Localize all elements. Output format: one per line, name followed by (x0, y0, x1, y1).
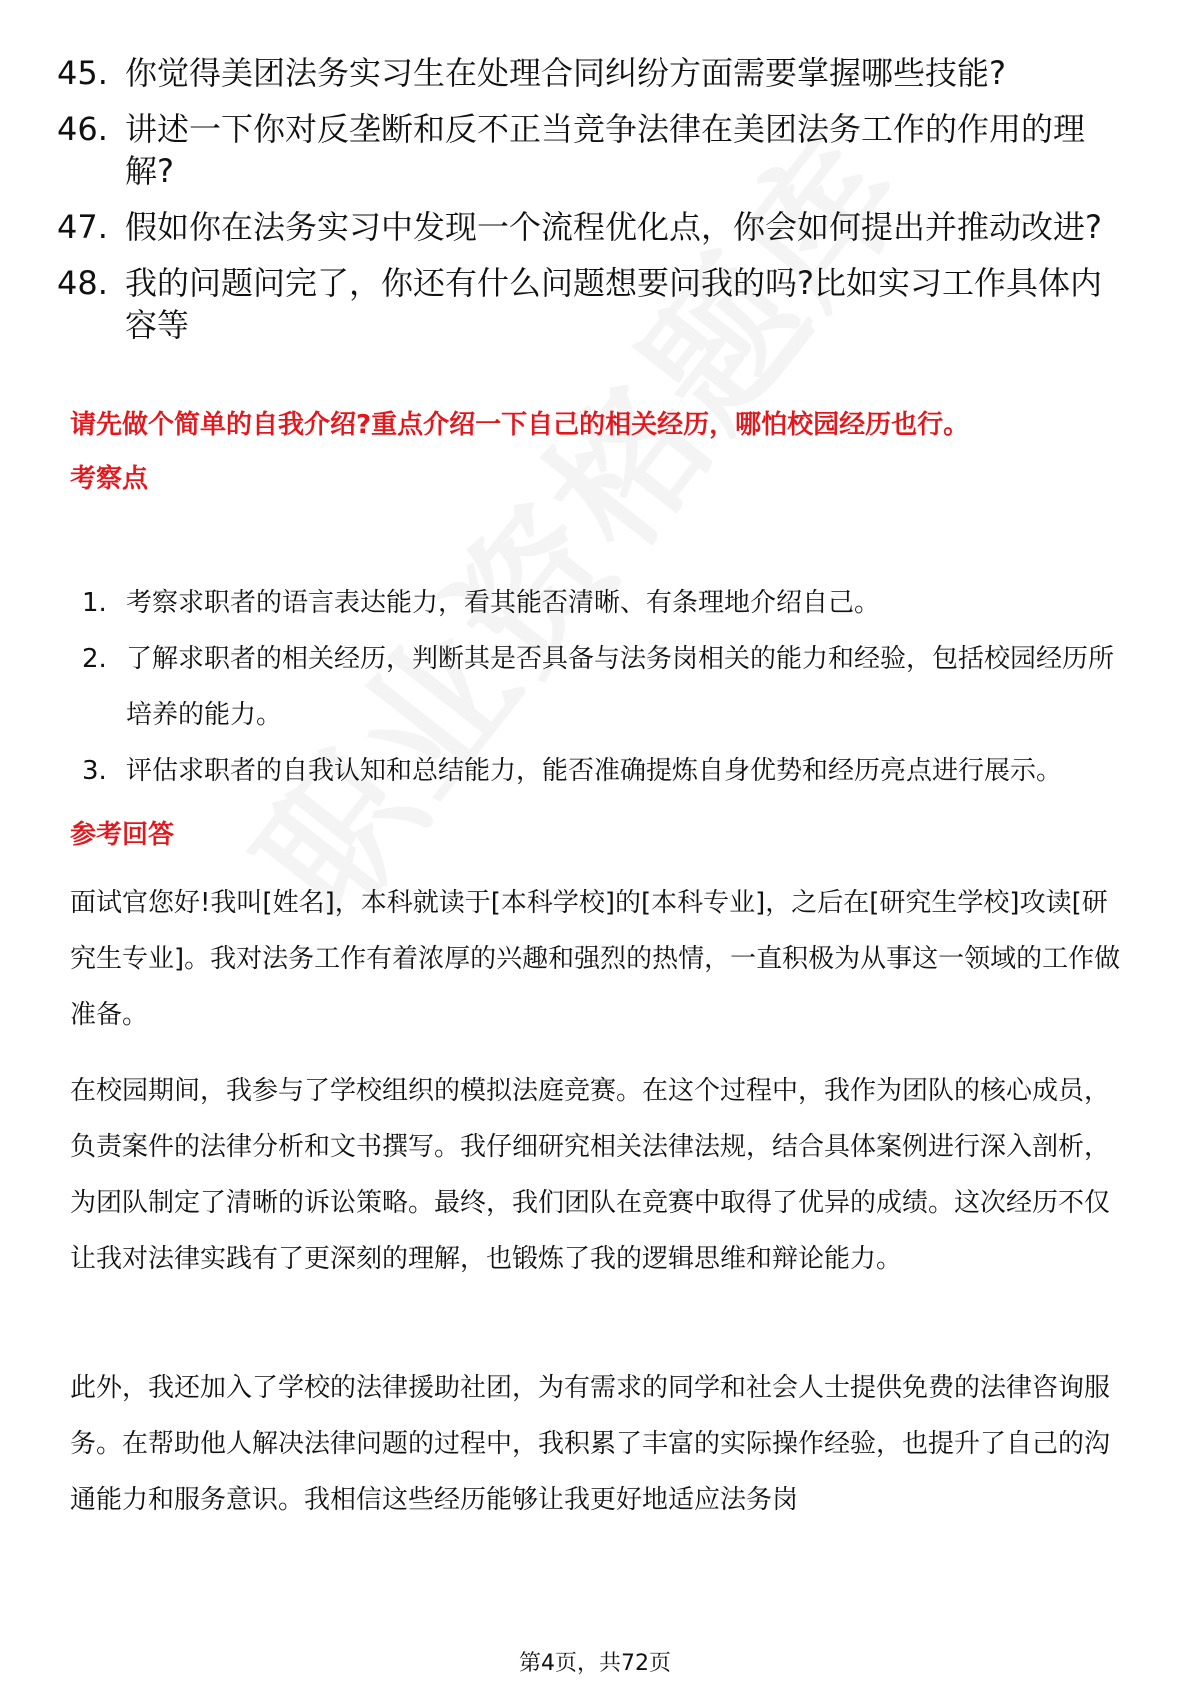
answer-paragraph-text: 在校园期间，我参与了学校组织的模拟法庭竞赛。在这个过程中，我作为团队的核心成员，负责案件的法律分析和文书撰写。我仔细研究相关法律法规，结合具体案例进行深入剖析，为团队制定了清晰的诉讼策略。最终，我们团队在竞赛中取得了优异的成绩。这次经历不仅让我对法律实践有了更深刻的理解，也锻炼了我的逻辑思维和辩论能力。 (70, 1076, 1111, 1274)
question-number: 45. (57, 54, 108, 92)
question-text: 讲述一下你对反垄断和反不正当竞争法律在美团法务工作的作用的理解? (125, 110, 1086, 190)
question-text: 你觉得美团法务实习生在处理合同纠纷方面需要掌握哪些技能? (125, 54, 1006, 92)
focus-point-number: 1. (82, 588, 107, 618)
page-footer: 第4页，共72页 (519, 1651, 671, 1676)
question-item (57, 52, 1117, 94)
answer-paragraph (70, 1063, 1130, 1287)
question-number: 46. (57, 110, 108, 148)
focus-point-number: 3. (82, 756, 107, 786)
answer-paragraph-text: 面试官您好!我叫[姓名]，本科就读于[本科学校]的[本科专业]，之后在[研究生学校]攻读[研究生专业]。我对法务工作有着浓厚的兴趣和强烈的热情，一直积极为从事这一领域的工作做准备。 (70, 888, 1121, 1030)
focus-points-list (82, 575, 1132, 799)
focus-point-text: 评估求职者的自我认知和总结能力，能否准确提炼自身优势和经历亮点进行展示。 (126, 756, 1063, 786)
question-number: 48. (57, 264, 108, 302)
question-item (57, 262, 1117, 346)
question-heading: 请先做个简单的自我介绍?重点介绍一下自己的相关经历，哪怕校园经历也行。 (70, 410, 970, 440)
question-item (57, 108, 1117, 192)
focus-heading: 考察点 (70, 464, 149, 494)
question-text: 我的问题问完了，你还有什么问题想要问我的吗?比如实习工作具体内容等 (125, 264, 1102, 344)
answer-paragraph (70, 875, 1130, 1043)
focus-point (82, 743, 1132, 799)
focus-point-text: 考察求职者的语言表达能力，看其能否清晰、有条理地介绍自己。 (126, 588, 881, 618)
focus-point (82, 575, 1132, 631)
question-number: 47. (57, 208, 108, 246)
question-item (57, 206, 1117, 248)
answer-paragraph (70, 1360, 1130, 1528)
question-list (57, 52, 1117, 360)
focus-point (82, 631, 1132, 743)
focus-point-text: 了解求职者的相关经历，判断其是否具备与法务岗相关的能力和经验，包括校园经历所培养的能力。 (126, 644, 1115, 730)
question-text: 假如你在法务实习中发现一个流程优化点，你会如何提出并推动改进? (125, 208, 1102, 246)
focus-point-number: 2. (82, 644, 107, 674)
answer-paragraph-text: 此外，我还加入了学校的法律援助社团，为有需求的同学和社会人士提供免费的法律咨询服务。在帮助他人解决法律问题的过程中，我积累了丰富的实际操作经验，也提升了自己的沟通能力和服务意识。我相信这些经历能够让我更好地适应法务岗 (70, 1373, 1111, 1515)
answer-heading: 参考回答 (70, 820, 175, 850)
